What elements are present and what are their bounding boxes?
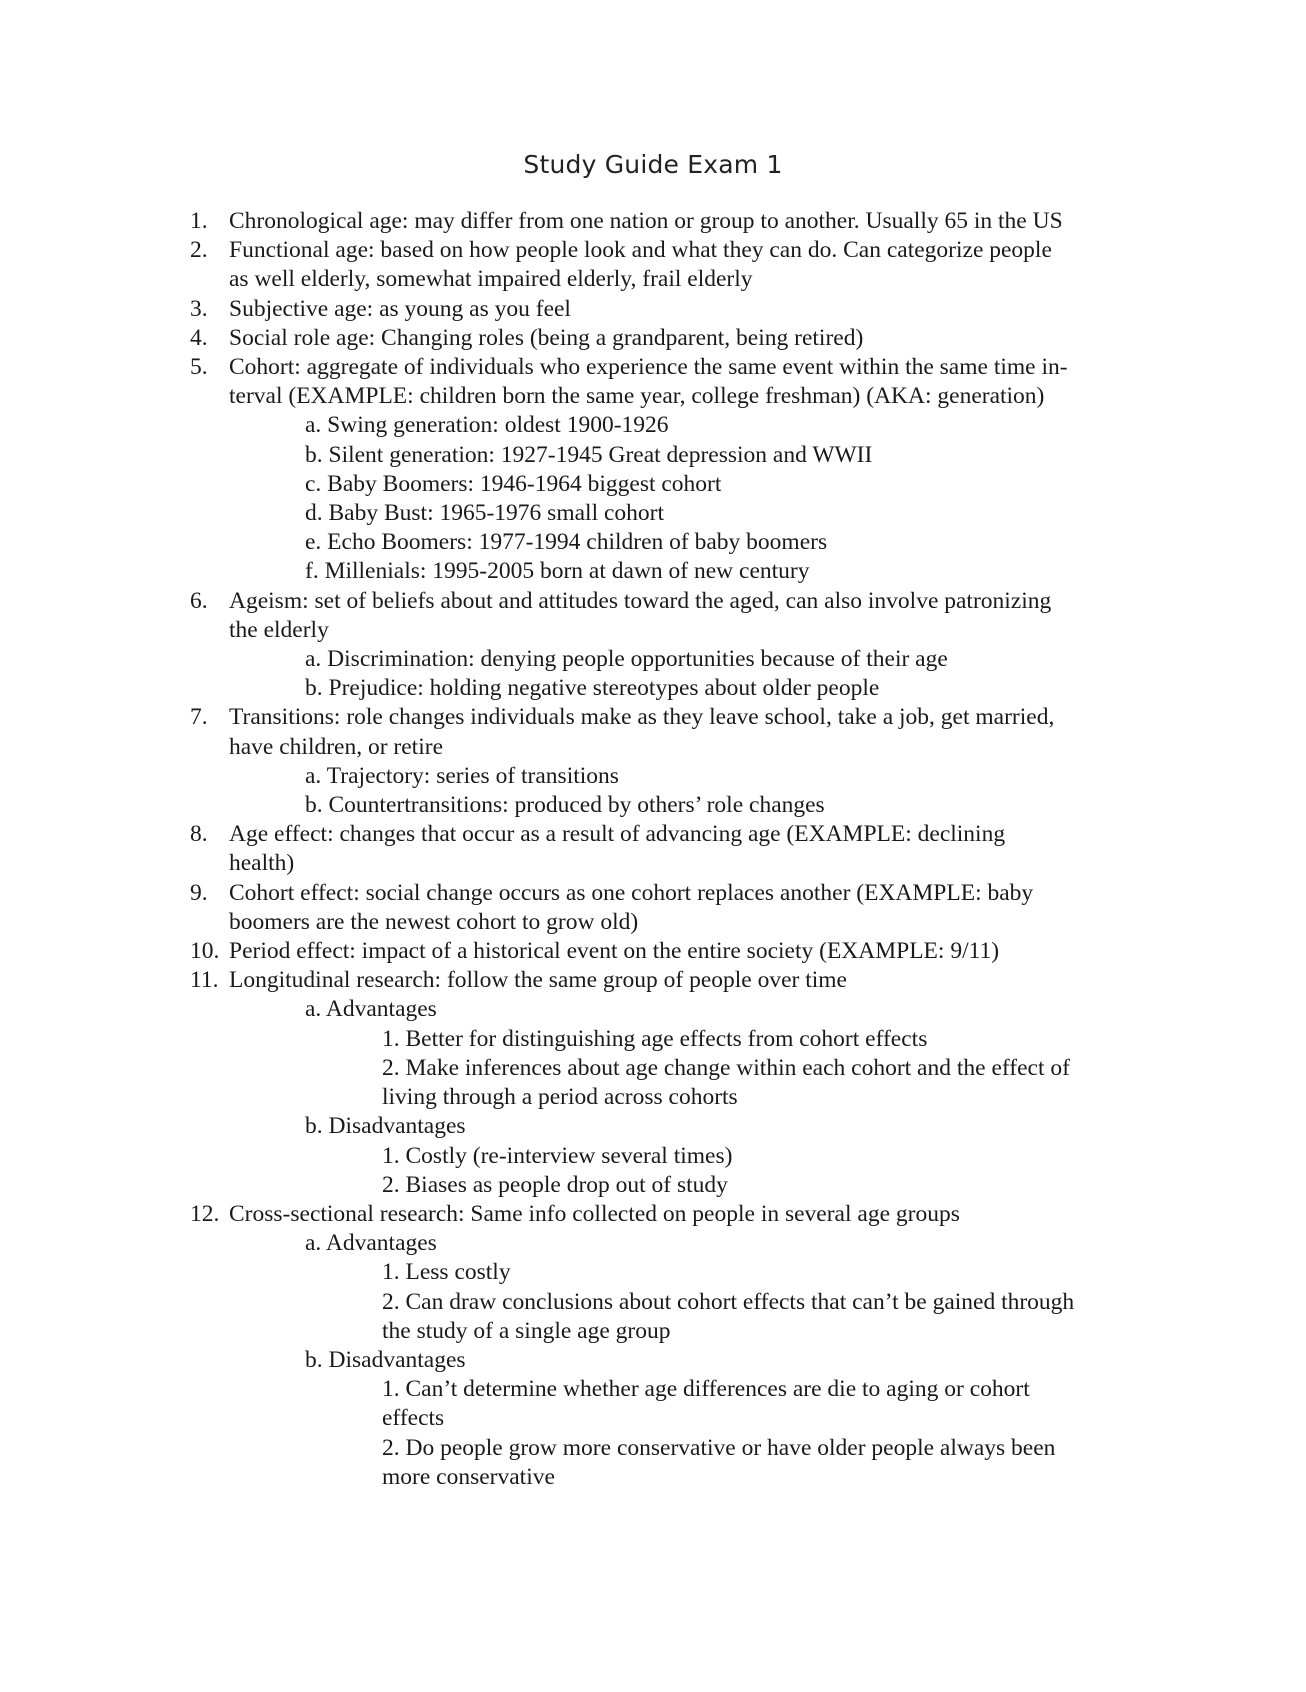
list-item-11 <box>0 966 1306 995</box>
item-text: e. Echo Boomers: 1977-1994 children of baby boomers <box>305 529 828 556</box>
page-title: Study Guide Exam 1 <box>523 150 783 179</box>
list-item-6-continued <box>0 616 1306 645</box>
list-item-1 <box>0 207 1306 236</box>
item-number: 7. <box>190 704 208 731</box>
item-text: boomers are the newest cohort to grow old) <box>229 908 639 935</box>
list-item-4 <box>0 324 1306 353</box>
item-number: 3. <box>190 295 208 322</box>
item-text: Longitudinal research: follow the same group of people over time <box>229 967 847 994</box>
list-item-9-continued <box>0 908 1306 937</box>
item-text: a. Advantages <box>305 996 437 1023</box>
sub-item <box>0 1112 1306 1141</box>
item-text: the elderly <box>229 616 329 643</box>
item-text: Chronological age: may differ from one nation or group to another. Usually 65 in the US <box>229 208 1063 234</box>
sub-item <box>0 499 1306 528</box>
sub-sub-item <box>0 1288 1306 1317</box>
item-text: Cohort effect: social change occurs as one cohort replaces another (EXAMPLE: baby <box>229 879 1034 906</box>
item-text: b. Silent generation: 1927-1945 Great depression and WWII <box>305 441 873 468</box>
item-number: 12. <box>190 1200 220 1227</box>
sub-item <box>0 557 1306 586</box>
item-text: f. Millenials: 1995-2005 born at dawn of new century <box>305 558 810 585</box>
sub-item <box>0 528 1306 557</box>
item-text: 1. Better for distinguishing age effects from cohort effects <box>382 1025 928 1052</box>
item-text: 1. Costly (re-interview several times) <box>382 1142 733 1169</box>
item-text: b. Disadvantages <box>305 1346 466 1373</box>
sub-item <box>0 791 1306 820</box>
sub-sub-item-continued <box>0 1083 1306 1112</box>
sub-item <box>0 674 1306 703</box>
list-item-5 <box>0 353 1306 382</box>
item-number: 4. <box>190 324 208 351</box>
item-text: Social role age: Changing roles (being a grandparent, being retired) <box>229 324 864 351</box>
item-text: a. Advantages <box>305 1230 437 1257</box>
list-item-9 <box>0 879 1306 908</box>
sub-item <box>0 995 1306 1024</box>
item-text: b. Disadvantages <box>305 1113 466 1140</box>
sub-item <box>0 470 1306 499</box>
study-guide-list <box>0 207 1306 1492</box>
sub-item <box>0 1229 1306 1258</box>
item-number: 9. <box>190 879 208 906</box>
item-text: b. Prejudice: holding negative stereotypes about older people <box>305 675 880 702</box>
list-item-6 <box>0 587 1306 616</box>
item-number: 11. <box>190 967 219 994</box>
item-text: d. Baby Bust: 1965-1976 small cohort <box>305 500 665 527</box>
item-text: 2. Make inferences about age change within each cohort and the effect of <box>382 1054 1070 1081</box>
item-text: b. Countertransitions: produced by others’ role changes <box>305 792 825 819</box>
list-item-8-continued <box>0 849 1306 878</box>
item-text: health) <box>229 850 295 877</box>
item-text: 1. Can’t determine whether age differences are die to aging or cohort <box>382 1376 1030 1403</box>
sub-sub-item <box>0 1171 1306 1200</box>
item-text: living through a period across cohorts <box>382 1084 738 1111</box>
item-text: effects <box>382 1405 445 1432</box>
sub-item <box>0 1346 1306 1375</box>
list-item-10 <box>0 937 1306 966</box>
list-item-2-continued <box>0 265 1306 294</box>
sub-sub-item <box>0 1025 1306 1054</box>
list-item-2 <box>0 236 1306 265</box>
item-text: 2. Biases as people drop out of study <box>382 1171 728 1198</box>
sub-sub-item <box>0 1258 1306 1287</box>
item-text: Transitions: role changes individuals make as they leave school, take a job, get married, <box>229 704 1055 731</box>
item-text: Period effect: impact of a historical event on the entire society (EXAMPLE: 9/11) <box>229 938 1000 965</box>
sub-sub-item <box>0 1434 1306 1463</box>
item-text: a. Swing generation: oldest 1900-1926 <box>305 412 669 439</box>
item-text: 2. Do people grow more conservative or have older people always been <box>382 1434 1056 1461</box>
list-item-7 <box>0 703 1306 732</box>
sub-sub-item-continued <box>0 1317 1306 1346</box>
sub-sub-item-continued <box>0 1404 1306 1433</box>
sub-item <box>0 645 1306 674</box>
list-item-5-continued <box>0 382 1306 411</box>
item-text: a. Trajectory: series of transitions <box>305 762 619 789</box>
item-text: more conservative <box>382 1463 555 1490</box>
item-text: 1. Less costly <box>382 1259 511 1286</box>
item-number: 6. <box>190 587 208 614</box>
item-text: Ageism: set of beliefs about and attitudes toward the aged, can also involve patronizing <box>229 587 1052 614</box>
item-text: Functional age: based on how people look and what they can do. Can categorize people <box>229 237 1052 264</box>
item-text: 2. Can draw conclusions about cohort effects that can’t be gained through <box>382 1288 1075 1315</box>
item-text: the study of a single age group <box>382 1317 671 1344</box>
sub-item <box>0 762 1306 791</box>
list-item-8 <box>0 820 1306 849</box>
item-number: 2. <box>190 237 208 264</box>
item-text: terval (EXAMPLE: children born the same year, college freshman) (AKA: generation) <box>229 383 1045 410</box>
sub-sub-item <box>0 1142 1306 1171</box>
sub-item <box>0 441 1306 470</box>
item-text: have children, or retire <box>229 733 444 760</box>
item-text: Age effect: changes that occur as a result of advancing age (EXAMPLE: declining <box>229 821 1006 848</box>
list-item-12 <box>0 1200 1306 1229</box>
list-item-3 <box>0 295 1306 324</box>
list-item-7-continued <box>0 733 1306 762</box>
sub-sub-item <box>0 1054 1306 1083</box>
item-text: Subjective age: as young as you feel <box>229 295 571 322</box>
item-text: Cross-sectional research: Same info collected on people in several age groups <box>229 1200 960 1227</box>
item-number: 8. <box>190 821 208 848</box>
sub-sub-item <box>0 1375 1306 1404</box>
item-text: as well elderly, somewhat impaired elderly, frail elderly <box>229 266 753 293</box>
item-text: a. Discrimination: denying people opportunities because of their age <box>305 646 948 673</box>
sub-item <box>0 411 1306 440</box>
item-text: Cohort: aggregate of individuals who experience the same event within the same time in- <box>229 354 1068 381</box>
sub-sub-item-continued <box>0 1463 1306 1492</box>
item-number: 10. <box>190 938 220 965</box>
item-text: c. Baby Boomers: 1946-1964 biggest cohort <box>305 470 722 497</box>
item-number: 5. <box>190 354 208 381</box>
item-number: 1. <box>190 208 208 234</box>
